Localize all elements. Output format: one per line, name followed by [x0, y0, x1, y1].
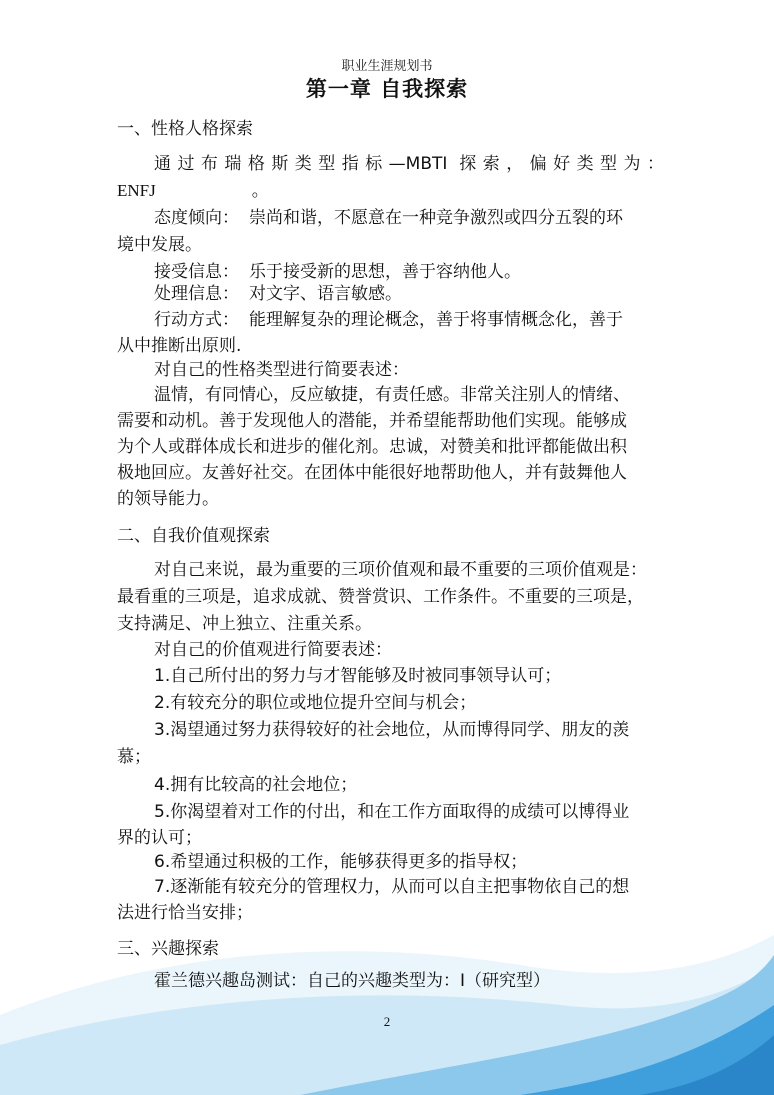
attitude-line-1 [154, 203, 623, 228]
mbti-line-end: 。 [251, 181, 269, 201]
process-label: 处理信息： [154, 284, 239, 304]
receive-value: 乐于接受新的思想，善于容纳他人。 [249, 262, 521, 282]
holland-result-line: 霍兰德兴趣岛测试：自己的兴趣类型为：I（研究型） [154, 971, 551, 991]
personality-summary-line: 为个人或群体成长和进步的催化剂。忠诚，对赞美和批评都能做出积 [117, 437, 627, 457]
personality-summary-line: 需要和动机。善于发现他人的潜能，并希望能帮助他们实现。能够成 [117, 411, 627, 431]
mbti-line-1: 通过布瑞格斯类型指标—MBTI 探索，偏好类型为： [154, 154, 664, 174]
value-item-2: 2.有较充分的职位或地位提升空间与机会； [154, 693, 477, 713]
page-number: 2 [383, 1014, 391, 1029]
values-summary-intro: 对自己的价值观进行简要表述： [154, 640, 392, 660]
mbti-type: ENFJ [117, 181, 156, 200]
values-intro-line: 最看重的三项是，追求成就、赞誉赏识、工作条件。不重要的三项是， [117, 587, 644, 607]
mbti-line-2 [117, 176, 269, 201]
value-item-1: 1.自己所付出的努力与才智能够及时被同事领导认可； [154, 666, 562, 686]
value-item-7-cont: 法进行恰当安排； [117, 903, 253, 923]
personality-summary-intro: 对自己的性格类型进行简要表述： [154, 360, 409, 380]
section-heading-interests: 三、兴趣探索 [117, 939, 219, 959]
attitude-line-2: 境中发展。 [117, 235, 202, 255]
values-intro-line: 对自己来说，最为重要的三项价值观和最不重要的三项价值观是： [154, 560, 647, 580]
receive-label: 接受信息： [154, 262, 239, 282]
value-item-4: 4.拥有比较高的社会地位； [154, 775, 358, 795]
chapter-title: 第一章 自我探索 [305, 77, 469, 101]
action-line-1 [154, 305, 623, 330]
attitude-value: 崇尚和谐，不愿意在一种竞争激烈或四分五裂的环 [249, 208, 623, 228]
process-value: 对文字、语言敏感。 [249, 284, 402, 304]
value-item-3: 3.渴望通过努力获得较好的社会地位，从而博得同学、朋友的羡 [154, 720, 630, 740]
document-header-title: 职业生涯规划书 [341, 59, 433, 74]
attitude-label: 态度倾向： [154, 208, 239, 228]
personality-summary-line: 温情，有同情心，反应敏捷，有责任感。非常关注别人的情绪、 [154, 385, 630, 405]
section-heading-values: 二、自我价值观探索 [117, 526, 270, 546]
decorative-wave-background [0, 895, 774, 1095]
personality-summary-line: 极地回应。友善好社交。在团体中能很好地帮助他人，并有鼓舞他人 [117, 463, 627, 483]
section-heading-personality: 一、性格人格探索 [117, 119, 253, 139]
value-item-5-cont: 界的认可； [117, 828, 202, 848]
personality-summary-line: 的领导能力。 [117, 489, 219, 509]
value-item-7: 7.逐渐能有较充分的管理权力，从而可以自主把事物依自己的想 [154, 877, 630, 897]
process-line [154, 279, 402, 304]
action-value: 能理解复杂的理论概念，善于将事情概念化，善于 [249, 310, 623, 330]
values-intro-line: 支持满足、冲上独立、注重关系。 [117, 614, 372, 634]
value-item-6: 6.希望通过积极的工作，能够获得更多的指导权； [154, 852, 528, 872]
value-item-5: 5.你渴望着对工作的付出，和在工作方面取得的成绩可以博得业 [154, 802, 630, 822]
value-item-3-cont: 慕； [117, 747, 151, 767]
action-label: 行动方式： [154, 310, 239, 330]
action-line-2: 从中推断出原则. [117, 336, 242, 356]
